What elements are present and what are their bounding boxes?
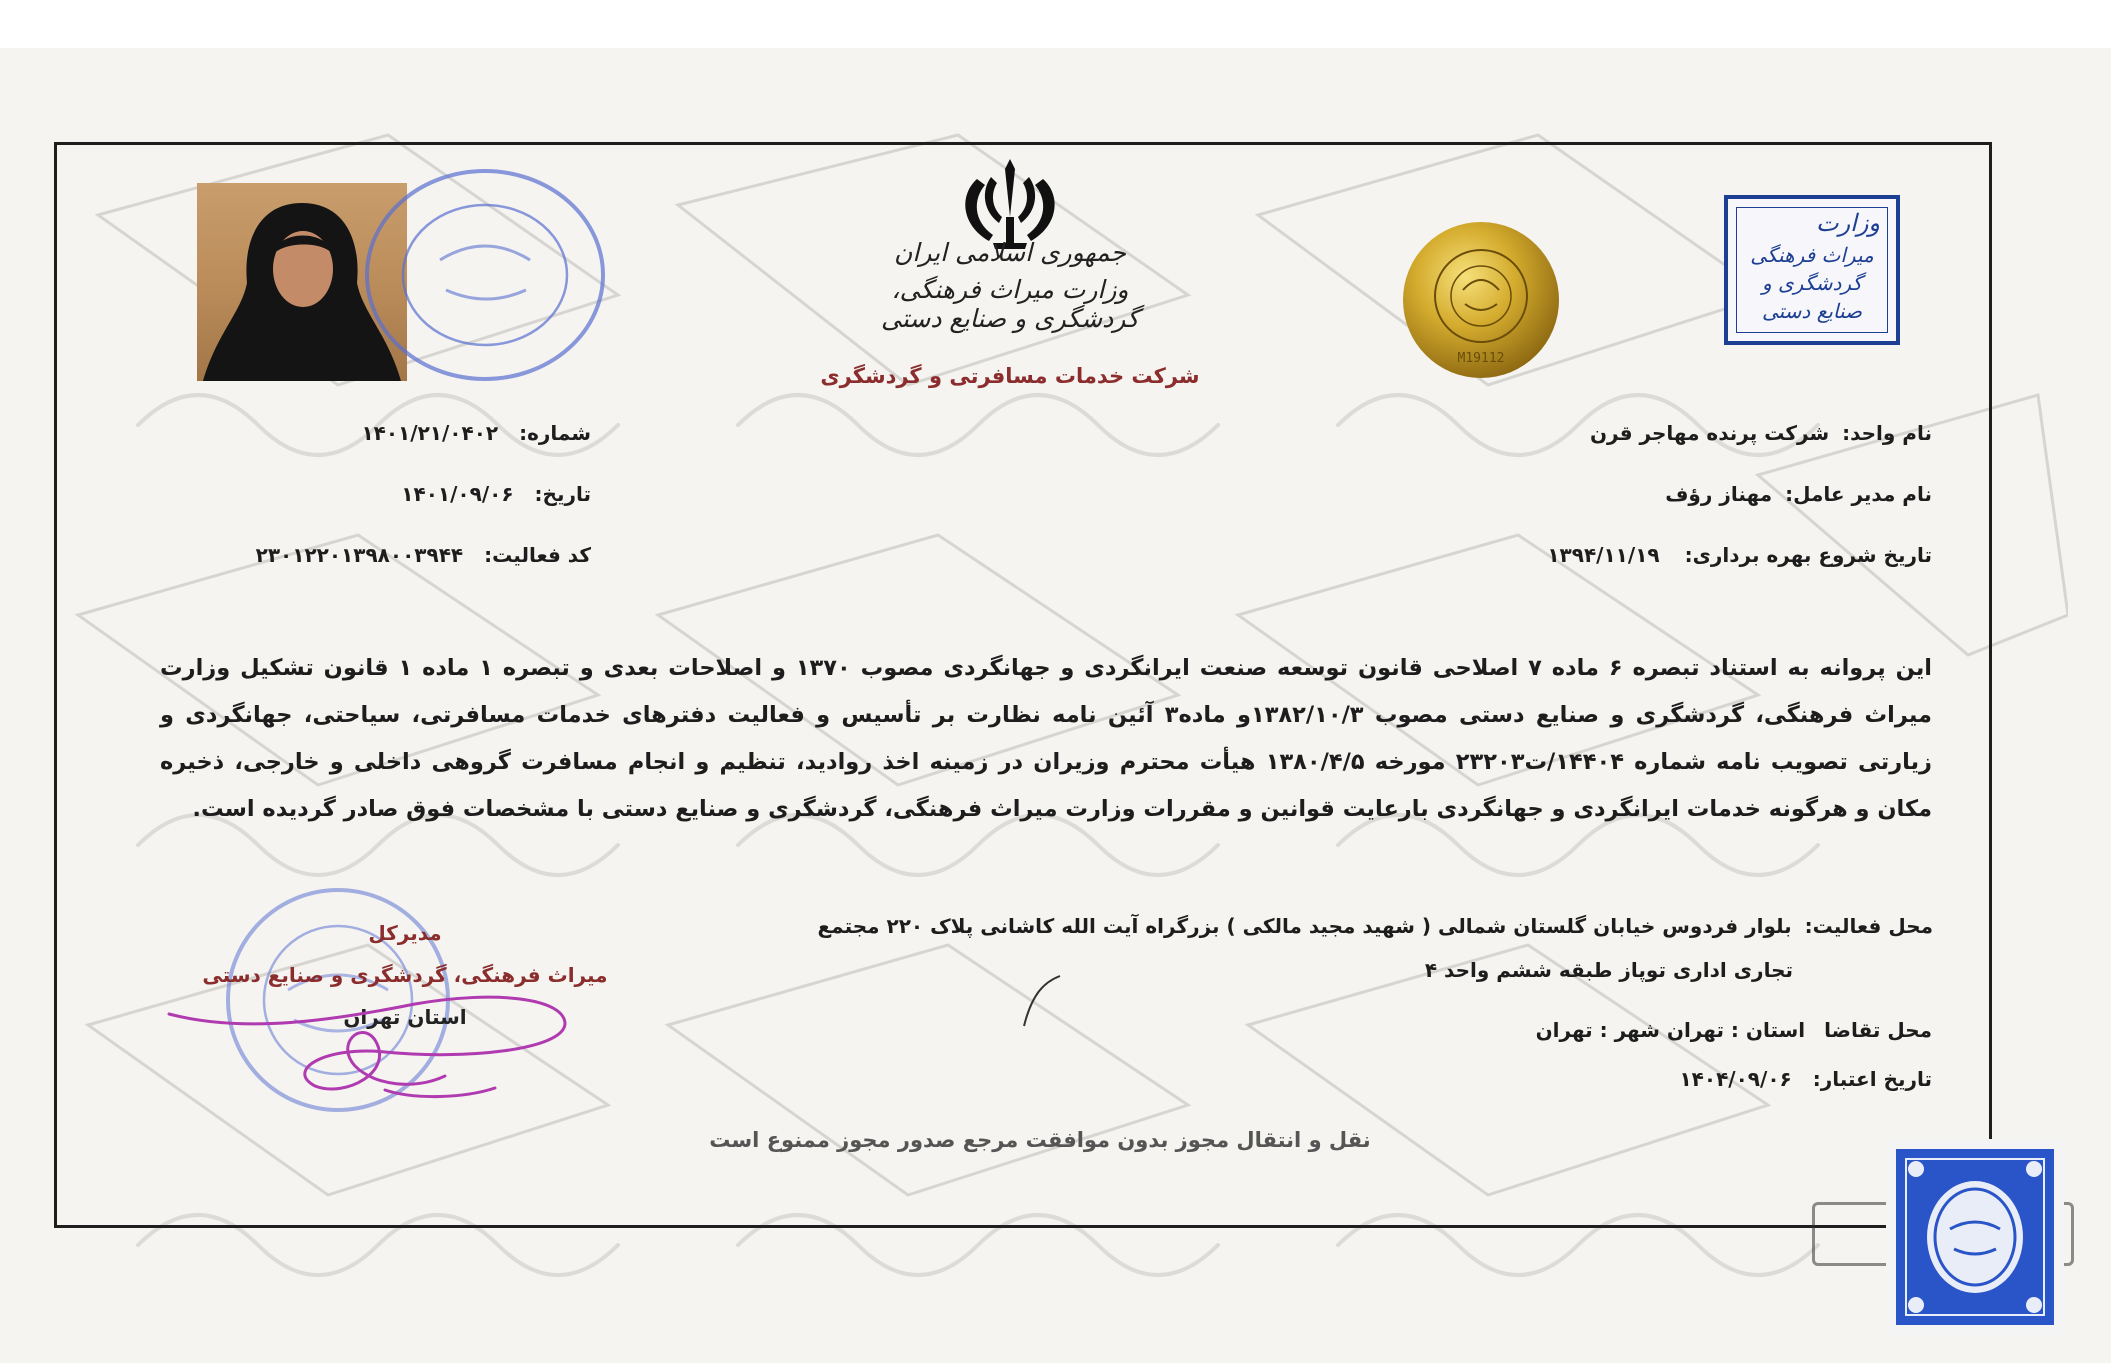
number-label: شماره: — [519, 421, 591, 445]
activity-location-field — [818, 914, 1934, 938]
handwritten-signature — [165, 980, 585, 1110]
ministry-logo — [1724, 195, 1900, 345]
start-date-field — [1547, 543, 1932, 567]
ceo-name-value: مهناز رؤف — [1665, 482, 1773, 506]
date-label: تاریخ: — [534, 482, 591, 506]
unit-name-label: نام واحد: — [1842, 421, 1932, 445]
signature-province: استان تهران — [343, 1005, 467, 1029]
ceo-name-label: نام مدیر عامل: — [1785, 482, 1932, 506]
revenue-stamp — [1884, 1137, 2066, 1337]
request-location-field — [1536, 1018, 1932, 1042]
validity-label: تاریخ اعتبار: — [1812, 1067, 1932, 1091]
date-field — [401, 482, 591, 506]
signature-role: مدیرکل — [368, 921, 442, 945]
number-field — [361, 421, 591, 445]
header-company-type: شرکت خدمات مسافرتی و گردشگری — [820, 364, 1200, 388]
header-calligraphy — [850, 238, 1170, 333]
number-value: ۱۴۰۱/۲۱/۰۴۰۲ — [361, 421, 499, 445]
pen-mark — [1010, 972, 1070, 1032]
request-location-value: استان : تهران شهر : تهران — [1535, 1018, 1806, 1042]
hologram-code: M19112 — [1457, 351, 1505, 366]
photo-round-stamp — [350, 160, 620, 390]
activity-code-field — [256, 543, 591, 567]
license-body-text: این پروانه به استناد تبصره ۶ ماده ۷ اصلاحی قانون توسعه صنعت ایرانگردی و جهانگردی مصوب ۱۳۷۰ و اصلاحات بعدی و تبصره ۱ ماده ۱ قانون تشکیل وزارت میراث فرهنگی، گردشگری و صنایع دستی مصوب ۱۳۸۲/۱۰/۳و ماده۳ آئین نامه نظارت بر تأسیس و فعالیت دفترهای خدمات مسافرتی، سیاحتی، جهانگردی و زیارتی تصویب نامه شماره ۱۴۴۰۴/ت۲۳۲۰۳ مورخه ۱۳۸۰/۴/۵ هیأت محترم وزیران در زمینه اخذ روادید، تنظیم و انجام مسافرت گروهی داخلی و خارجی، ذخیره مکان و هرگونه خدمات ایرانگردی و جهانگردی بارعایت قوانین و مقررات وزارت میراث فرهنگی، گردشگری و صنایع دستی با مشخصات فوق صادر گردیده است. — [160, 655, 1932, 822]
ceo-name-field — [1665, 482, 1932, 506]
start-date-label: تاریخ شروع بهره برداری: — [1684, 543, 1932, 567]
activity-code-label: کد فعالیت: — [484, 543, 591, 567]
header-country: جمهوری اسلامی ایران — [894, 238, 1126, 267]
national-emblem-icon — [955, 155, 1065, 250]
date-value: ۱۴۰۱/۰۹/۰۶ — [401, 482, 514, 506]
validity-field — [1679, 1067, 1932, 1091]
activity-code-value: ۲۳۰۱۲۲۰۱۳۹۸۰۰۳۹۴۴ — [255, 543, 464, 567]
unit-name-field — [1590, 421, 1932, 445]
ministry-logo-title: وزارت — [1815, 209, 1880, 237]
request-location-label: محل تقاضا — [1824, 1018, 1932, 1042]
validity-value: ۱۴۰۴/۰۹/۰۶ — [1679, 1067, 1792, 1091]
activity-location-line1: بلوار فردوس خیابان گلستان شمالی ( شهید مجید مالکی ) بزرگراه آیت الله کاشانی پلاک ۲۲۰ مجتمع — [817, 914, 1792, 938]
activity-location-label: محل فعالیت: — [1804, 914, 1933, 938]
activity-location-line2: تجاری اداری توپاز طبقه ششم واحد ۴ — [1424, 958, 1793, 982]
start-date-value: ۱۳۹۴/۱۱/۱۹ — [1547, 543, 1660, 567]
unit-name-value: شرکت پرنده مهاجر قرن — [1589, 421, 1830, 445]
header-ministry: وزارت میراث فرهنگی، گردشگری و صنایع دستی — [881, 275, 1139, 333]
ministry-logo-body: میراث فرهنگی گردشگری و صنایع دستی — [1750, 243, 1874, 323]
transfer-notice: نقل و انتقال مجوز بدون موافقت مرجع صدور مجوز ممنوع است — [709, 1128, 1371, 1152]
signature-org: میراث فرهنگی، گردشگری و صنایع دستی — [202, 963, 608, 987]
